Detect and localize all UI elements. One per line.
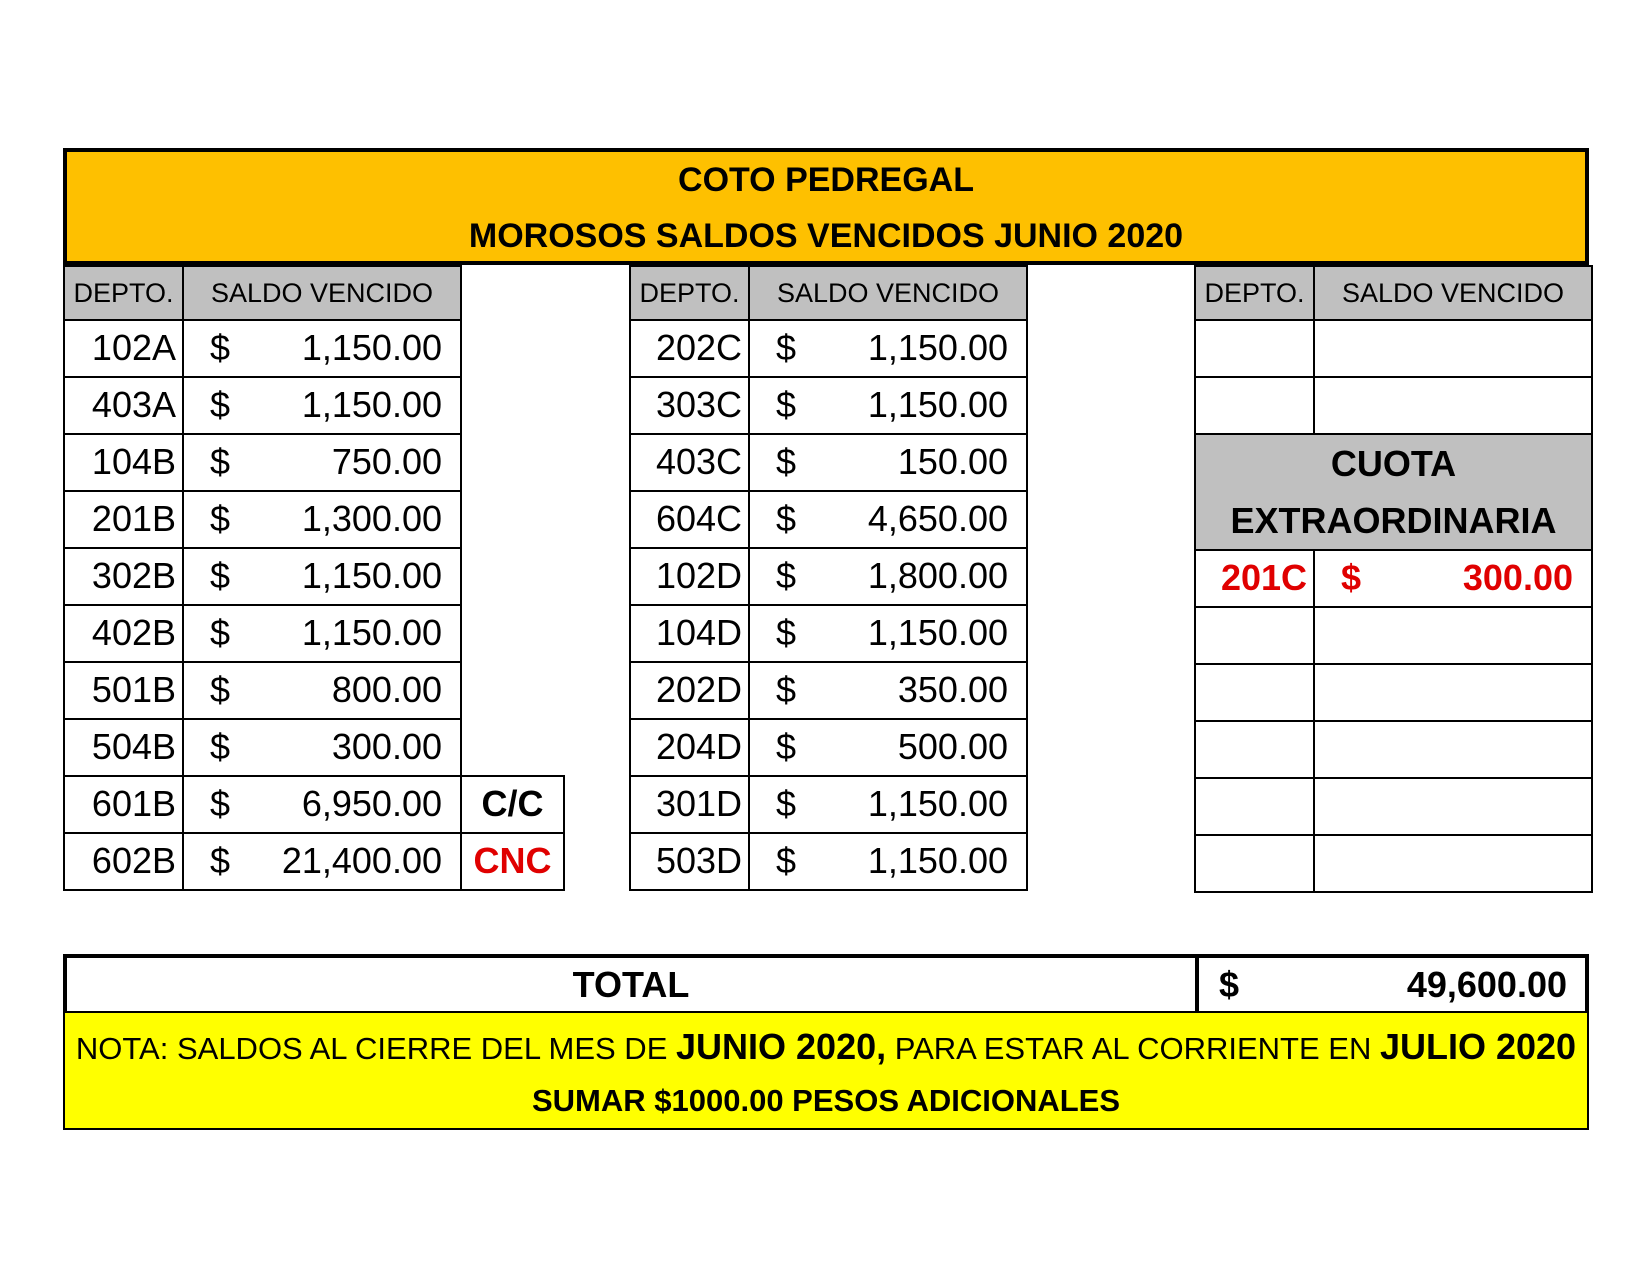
table-row-amount	[182, 661, 462, 720]
table-row-empty	[1194, 376, 1315, 435]
table-row-empty	[1194, 606, 1315, 665]
table-row-depto: 104D	[629, 604, 750, 663]
table-2-depto-header: DEPTO.	[629, 265, 750, 321]
table-row-depto: 403C	[629, 433, 750, 492]
table-row-depto: 604C	[629, 490, 750, 549]
extra-row-amount	[1313, 549, 1593, 608]
amount-value: 4,650.00	[867, 498, 1008, 539]
currency-sign: $	[210, 840, 231, 881]
table-row-amount	[748, 490, 1028, 549]
currency-sign: $	[210, 327, 231, 368]
table-row-empty	[1313, 834, 1593, 893]
amount-value: 1,150.00	[301, 327, 442, 368]
currency-sign: $	[776, 726, 797, 767]
currency-sign: $	[776, 441, 797, 482]
table-2-saldo-header: SALDO VENCIDO	[748, 265, 1028, 321]
note-month-1: JUNIO 2020,	[676, 1026, 887, 1067]
table-row-depto: 102A	[63, 319, 184, 378]
table-row-empty	[1313, 319, 1593, 378]
amount-value: 150.00	[897, 441, 1008, 482]
amount-value: 1,150.00	[301, 384, 442, 425]
status-badge: CNC	[460, 832, 565, 891]
table-row-amount	[182, 433, 462, 492]
table-row-depto: 301D	[629, 775, 750, 834]
amount-value: 1,150.00	[301, 612, 442, 653]
table-row-depto: 503D	[629, 832, 750, 891]
table-1-depto-header: DEPTO.	[63, 265, 184, 321]
total-label-cell	[63, 954, 1197, 1013]
cuota-label-line2: EXTRAORDINARIA	[1230, 500, 1557, 541]
table-row-empty	[1194, 720, 1315, 779]
total-amount-cell	[1195, 954, 1589, 1013]
table-row-amount	[182, 775, 462, 834]
table-row-depto: 104B	[63, 433, 184, 492]
table-row-amount	[748, 661, 1028, 720]
table-row-amount	[748, 604, 1028, 663]
table-row-depto: 602B	[63, 832, 184, 891]
amount-value: 750.00	[331, 441, 442, 482]
amount-value: 800.00	[331, 669, 442, 710]
amount-value: 6,950.00	[301, 783, 442, 824]
table-row-depto: 201B	[63, 490, 184, 549]
currency-sign: $	[210, 441, 231, 482]
note-text-1: NOTA: SALDOS AL CIERRE DEL MES DE	[75, 1031, 676, 1066]
table-row-depto: 202C	[629, 319, 750, 378]
table-row-amount	[182, 832, 462, 891]
currency-sign: $	[210, 384, 231, 425]
table-row-empty	[1313, 606, 1593, 665]
amount-value: 300.00	[331, 726, 442, 767]
amount-value: 1,150.00	[867, 384, 1008, 425]
total-amount: 49,600.00	[1406, 964, 1567, 1005]
amount-value: 1,150.00	[867, 327, 1008, 368]
table-row-depto: 504B	[63, 718, 184, 777]
amount-value: 1,300.00	[301, 498, 442, 539]
report-header	[63, 148, 1589, 265]
currency-sign: $	[210, 783, 231, 824]
table-row-amount	[182, 319, 462, 378]
table-row-amount	[748, 547, 1028, 606]
table-row-empty	[1313, 663, 1593, 722]
table-row-amount	[748, 319, 1028, 378]
currency-sign: $	[1341, 557, 1362, 598]
note-line-1	[65, 1015, 1587, 1081]
table-row-amount	[748, 832, 1028, 891]
table-3-depto-header: DEPTO.	[1194, 265, 1315, 321]
amount-value: 500.00	[897, 726, 1008, 767]
table-row-depto: 202D	[629, 661, 750, 720]
table-row-depto: 402B	[63, 604, 184, 663]
table-row-empty	[1194, 663, 1315, 722]
currency-sign: $	[776, 669, 797, 710]
table-3-saldo-header: SALDO VENCIDO	[1313, 265, 1593, 321]
currency-sign: $	[1219, 964, 1240, 1005]
table-row-depto: 601B	[63, 775, 184, 834]
cuota-extraordinaria-header	[1194, 433, 1593, 551]
table-row-empty	[1313, 720, 1593, 779]
currency-sign: $	[210, 669, 231, 710]
amount-value: 1,150.00	[867, 840, 1008, 881]
table-row-empty	[1194, 834, 1315, 893]
amount-value: 21,400.00	[281, 840, 442, 881]
amount-value: 1,150.00	[301, 555, 442, 596]
table-row-empty	[1194, 777, 1315, 836]
note-month-2: JULIO 2020	[1379, 1026, 1577, 1067]
currency-sign: $	[776, 612, 797, 653]
currency-sign: $	[776, 498, 797, 539]
amount-value: 300.00	[1462, 557, 1573, 598]
table-row-depto: 303C	[629, 376, 750, 435]
table-row-amount	[748, 718, 1028, 777]
table-row-depto: 302B	[63, 547, 184, 606]
cuota-label-line1: CUOTA	[1330, 443, 1457, 484]
status-badge: C/C	[460, 775, 565, 834]
table-row-depto: 102D	[629, 547, 750, 606]
currency-sign: $	[776, 384, 797, 425]
table-row-empty	[1194, 319, 1315, 378]
extra-row-depto: 201C	[1194, 549, 1315, 608]
currency-sign: $	[776, 327, 797, 368]
amount-value: 1,150.00	[867, 783, 1008, 824]
currency-sign: $	[210, 555, 231, 596]
table-row-amount	[748, 433, 1028, 492]
report-subtitle: MOROSOS SALDOS VENCIDOS JUNIO 2020	[468, 217, 1184, 255]
table-row-amount	[182, 547, 462, 606]
currency-sign: $	[210, 726, 231, 767]
note-box	[63, 1011, 1589, 1130]
table-row-amount	[182, 376, 462, 435]
table-row-amount	[748, 376, 1028, 435]
report-title: COTO PEDREGAL	[678, 161, 974, 199]
amount-value: 350.00	[897, 669, 1008, 710]
table-row-depto: 501B	[63, 661, 184, 720]
amount-value: 1,150.00	[867, 612, 1008, 653]
total-label: TOTAL	[572, 964, 690, 1005]
currency-sign: $	[776, 840, 797, 881]
table-row-amount	[182, 718, 462, 777]
currency-sign: $	[776, 783, 797, 824]
table-row-amount	[182, 490, 462, 549]
table-1-saldo-header: SALDO VENCIDO	[182, 265, 462, 321]
table-row-depto: 204D	[629, 718, 750, 777]
note-text-2: PARA ESTAR AL CORRIENTE EN	[886, 1031, 1380, 1066]
table-row-depto: 403A	[63, 376, 184, 435]
currency-sign: $	[210, 612, 231, 653]
currency-sign: $	[776, 555, 797, 596]
table-row-amount	[748, 775, 1028, 834]
amount-value: 1,800.00	[867, 555, 1008, 596]
table-row-amount	[182, 604, 462, 663]
table-row-empty	[1313, 376, 1593, 435]
table-row-empty	[1313, 777, 1593, 836]
currency-sign: $	[210, 498, 231, 539]
note-line-2: SUMAR $1000.00 PESOS ADICIONALES	[531, 1083, 1121, 1118]
